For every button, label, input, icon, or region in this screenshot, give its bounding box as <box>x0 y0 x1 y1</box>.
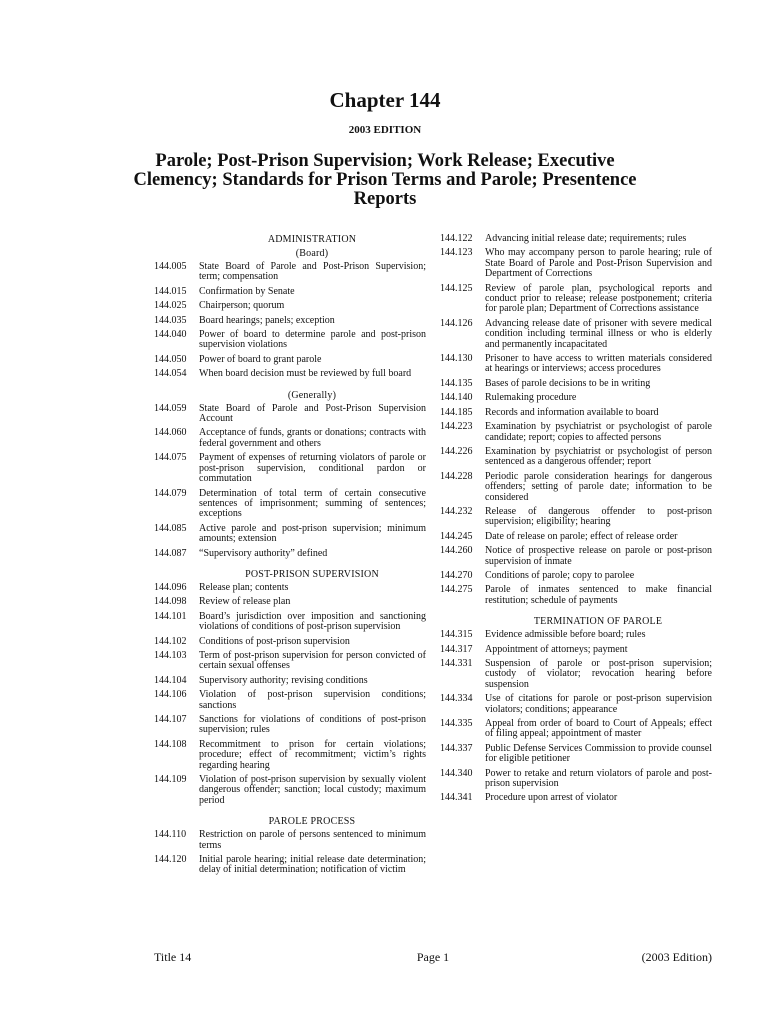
toc-entry <box>440 719 712 740</box>
section-caption: Recommitment to prison for certain violations; procedure; effect of recommitment; victim’s rights regarding hearing <box>199 738 426 771</box>
section-caption: Active parole and post-prison supervision; minimum amounts; extension <box>199 522 426 545</box>
toc-entry <box>440 393 712 403</box>
section-number: 144.035 <box>154 314 187 326</box>
section-caption: Bases of parole decisions to be in writing <box>485 377 651 389</box>
toc-entry <box>154 612 426 633</box>
section-number: 144.228 <box>440 470 473 482</box>
section-caption: Appeal from order of board to Court of Appeals; effect of filing appeal; appointment of master <box>485 718 712 740</box>
section-number: 144.098 <box>154 596 187 608</box>
toc-entry <box>440 422 712 443</box>
toc-entry <box>440 507 712 528</box>
section-caption: Who may accompany person to parole hearing; rule of State Board of Parole and Post-Prison Supervision and Department of Corrections <box>485 247 712 280</box>
toc-entry <box>440 379 712 389</box>
toc-entry <box>154 524 426 545</box>
section-number: 144.107 <box>154 714 187 725</box>
toc-entry <box>440 793 712 803</box>
section-caption: Payment of expenses of returning violators of parole or post-prison supervision, conditional pardon or commutation <box>199 452 426 485</box>
section-number: 144.140 <box>440 392 473 404</box>
section-caption: Review of parole plan, psychological reports and conduct prior to release; release postponement; criteria for parole plan; Department of Corrections assistance <box>485 282 712 315</box>
section-caption: “Supervisory authority” defined <box>199 547 328 559</box>
toc-entry <box>154 301 426 311</box>
section-caption: Notice of prospective release on parole or post-prison supervision of inmate <box>485 545 712 567</box>
section-number: 144.232 <box>440 505 473 517</box>
section-number: 144.315 <box>440 629 473 641</box>
section-number: 144.317 <box>440 643 473 655</box>
section-number: 144.334 <box>440 693 473 705</box>
toc-entry <box>154 262 426 283</box>
toc-entry <box>154 404 426 425</box>
chapter-title: Parole; Post-Prison Supervision; Work Release; Executive Clemency; Standards for Prison Terms and Parole; Presentence Reports <box>133 151 637 209</box>
section-caption: Violation of post-prison supervision by sexually violent dangerous offender; sanction; local custody; maximum period <box>199 774 426 806</box>
section-caption: Conditions of parole; copy to parolee <box>485 569 635 581</box>
section-caption: Initial parole hearing; initial release date determination; delay of initial determination; notification of victim <box>199 854 426 876</box>
toc-entry <box>154 287 426 297</box>
toc-entry <box>440 630 712 640</box>
section-caption: Parole of inmates sentenced to make financial restitution; schedule of payments <box>485 584 712 606</box>
section-number: 144.103 <box>154 649 187 661</box>
section-caption: Release plan; contents <box>199 581 289 593</box>
section-number: 144.226 <box>440 445 473 457</box>
toc-entry <box>154 637 426 647</box>
toc-entry <box>440 408 712 418</box>
section-number: 144.085 <box>154 522 187 534</box>
section-caption: Public Defense Services Commission to provide counsel for eligible petitioner <box>485 742 712 765</box>
section-number: 144.025 <box>154 300 187 312</box>
section-subheading: (Generally) <box>287 389 337 401</box>
section-number: 144.341 <box>440 792 473 804</box>
section-heading: POST-PRISON SUPERVISION <box>245 568 379 580</box>
section-number: 144.331 <box>440 658 473 669</box>
toc-entry <box>440 585 712 606</box>
section-number: 144.015 <box>154 285 187 297</box>
section-caption: Violation of post-prison supervision conditions; sanctions <box>199 689 426 711</box>
section-number: 144.245 <box>440 530 473 542</box>
section-caption: Chairperson; quorum <box>199 300 285 312</box>
section-caption: Date of release on parole; effect of release order <box>485 530 678 542</box>
section-number: 144.054 <box>154 368 187 380</box>
toc-entry <box>440 769 712 790</box>
section-heading: TERMINATION OF PAROLE <box>533 616 663 628</box>
toc-entry <box>440 472 712 503</box>
toc-entry <box>440 447 712 468</box>
left-column <box>154 234 426 880</box>
section-caption: Term of post-prison supervision for person convicted of certain sexual offenses <box>199 649 426 672</box>
section-number: 144.123 <box>440 247 473 259</box>
section-number: 144.102 <box>154 635 187 647</box>
section-caption: State Board of Parole and Post-Prison Supervision; term; compensation <box>199 261 426 283</box>
toc-entry <box>154 597 426 607</box>
section-caption: Prisoner to have access to written materials considered at hearings or interviews; access procedures <box>485 353 712 375</box>
section-number: 144.005 <box>154 261 187 272</box>
toc-entry <box>440 694 712 715</box>
section-number: 144.260 <box>440 545 473 557</box>
section-heading: ADMINISTRATION <box>267 234 357 245</box>
section-number: 144.122 <box>440 233 473 244</box>
section-caption: Restriction on parole of persons sentenced to minimum terms <box>199 829 426 851</box>
section-number: 144.087 <box>154 547 187 559</box>
section-number: 144.050 <box>154 353 187 365</box>
section-number: 144.126 <box>440 317 473 329</box>
section-number: 144.337 <box>440 742 473 754</box>
footer-title: Title 14 <box>154 950 192 964</box>
section-number: 144.075 <box>154 452 187 464</box>
section-subheading: (Board) <box>295 248 329 259</box>
toc-entry <box>440 354 712 375</box>
toc-entry <box>154 453 426 484</box>
toc-entry <box>154 428 426 449</box>
toc-entry <box>154 489 426 520</box>
section-caption: Conditions of post-prison supervision <box>199 635 350 647</box>
toc-entry <box>154 775 426 806</box>
footer-edition: (2003 Edition) <box>641 950 712 964</box>
toc-entry <box>440 645 712 655</box>
toc-entry <box>440 659 712 690</box>
section-number: 144.125 <box>440 282 473 294</box>
section-number: 144.130 <box>440 353 473 365</box>
section-caption: Acceptance of funds, grants or donations; contracts with federal government and others <box>199 427 426 449</box>
section-caption: Board hearings; panels; exception <box>199 314 335 326</box>
toc-entry <box>154 715 426 736</box>
section-caption: When board decision must be reviewed by full board <box>199 368 412 380</box>
section-caption: Records and information available to board <box>485 406 659 418</box>
toc-entry <box>440 546 712 567</box>
section-number: 144.059 <box>154 402 187 414</box>
toc-entry <box>154 330 426 351</box>
edition-label: 2003 EDITION <box>348 124 422 136</box>
section-number: 144.079 <box>154 487 187 499</box>
section-number: 144.104 <box>154 674 187 686</box>
section-caption: Rulemaking procedure <box>485 392 577 404</box>
section-number: 144.185 <box>440 406 473 418</box>
footer-page-number: Page 1 <box>416 950 450 964</box>
section-caption: Evidence admissible before board; rules <box>485 629 646 641</box>
toc-entry <box>154 676 426 686</box>
section-heading: PAROLE PROCESS <box>268 816 356 828</box>
toc-entry <box>154 355 426 365</box>
right-column <box>440 234 712 808</box>
toc-entry <box>440 248 712 279</box>
section-caption: Release of dangerous offender to post-prison supervision; eligibility; hearing <box>485 505 712 528</box>
section-number: 144.335 <box>440 718 473 730</box>
section-caption: Review of release plan <box>199 596 291 608</box>
toc-entry <box>154 369 426 379</box>
section-number: 144.270 <box>440 569 473 581</box>
section-number: 144.340 <box>440 767 473 779</box>
page-footer <box>154 950 712 964</box>
section-number: 144.110 <box>154 829 187 841</box>
section-caption: State Board of Parole and Post-Prison Supervision Account <box>199 402 426 425</box>
section-caption: Board’s jurisdiction over imposition and sanctioning violations of conditions of post-prison supervision <box>199 610 426 633</box>
section-number: 144.109 <box>154 774 187 786</box>
section-caption: Procedure upon arrest of violator <box>485 792 618 804</box>
section-number: 144.040 <box>154 329 187 341</box>
toc-entry <box>154 855 426 876</box>
section-caption: Confirmation by Senate <box>199 285 295 297</box>
section-caption: Supervisory authority; revising conditions <box>199 674 368 686</box>
toc-entry <box>154 690 426 711</box>
section-number: 144.108 <box>154 738 187 750</box>
section-caption: Suspension of parole or post-prison supervision; custody of violator; revocation hearing before suspension <box>485 658 712 690</box>
section-caption: Power of board to grant parole <box>199 353 322 365</box>
section-number: 144.120 <box>154 854 187 866</box>
section-caption: Sanctions for violations of conditions of post-prison supervision; rules <box>199 714 426 736</box>
toc-entry <box>440 234 712 244</box>
section-number: 144.106 <box>154 689 187 701</box>
section-caption: Determination of total term of certain consecutive sentences of imprisonment; summing of sentences; exceptions <box>199 487 426 520</box>
toc-entry <box>440 284 712 315</box>
toc-entry <box>154 549 426 559</box>
toc-entry <box>440 571 712 581</box>
toc-entry <box>154 830 426 851</box>
section-caption: Examination by psychiatrist or psychologist of person sentenced as a dangerous offender; report <box>485 445 712 468</box>
section-number: 144.101 <box>154 610 187 622</box>
section-caption: Power to retake and return violators of parole and post-prison supervision <box>485 767 712 790</box>
section-caption: Use of citations for parole or post-prison supervision violators; conditions; appearance <box>485 693 712 715</box>
chapter-heading: Chapter 144 <box>329 88 441 112</box>
toc-entry <box>154 651 426 672</box>
section-number: 144.135 <box>440 377 473 389</box>
toc-entry <box>154 583 426 593</box>
section-number: 144.096 <box>154 581 187 593</box>
section-number: 144.275 <box>440 584 473 596</box>
section-caption: Power of board to determine parole and post-prison supervision violations <box>199 329 426 351</box>
section-number: 144.060 <box>154 427 187 439</box>
toc-entry <box>440 744 712 765</box>
section-caption: Periodic parole consideration hearings for dangerous offenders; setting of parole date; information to be considered <box>485 470 712 503</box>
section-caption: Advancing initial release date; requirements; rules <box>485 233 687 244</box>
toc-entry <box>154 740 426 771</box>
section-caption: Appointment of attorneys; payment <box>485 643 628 655</box>
section-caption: Examination by psychiatrist or psychologist of parole candidate; report; copies to affected persons <box>485 421 712 443</box>
section-caption: Advancing release date of prisoner with severe medical condition including terminal illness or who is elderly and permanently incapacitated <box>485 317 712 350</box>
toc-entry <box>440 319 712 350</box>
section-number: 144.223 <box>440 421 473 433</box>
toc-entry <box>154 316 426 326</box>
toc-entry <box>440 532 712 542</box>
